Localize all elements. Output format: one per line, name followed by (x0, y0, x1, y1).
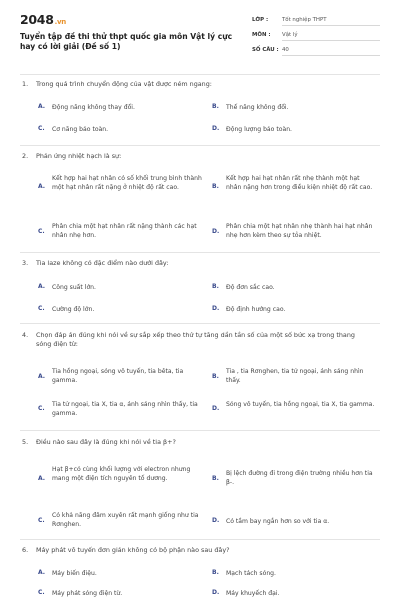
divider (20, 74, 380, 75)
option-letter: B. (212, 103, 219, 110)
divider (282, 40, 380, 41)
option-text: Máy khuyếch đại. (226, 590, 280, 597)
question-text: Trong quá trình chuyển động của vật được ném ngang: (36, 80, 212, 88)
option-letter: B. (212, 475, 219, 482)
option-letter: C. (38, 125, 45, 132)
option-text: Máy biến điệu. (52, 570, 97, 577)
option-text: Động năng không thay đổi. (52, 104, 135, 111)
logo-text: 2048 (20, 12, 54, 27)
option-letter: A. (38, 373, 46, 380)
option-letter: C. (38, 589, 45, 596)
option-text: Độ định hướng cao. (226, 306, 286, 313)
divider (20, 430, 380, 431)
option-text: Độ đơn sắc cao. (226, 284, 275, 291)
option-letter: D. (212, 228, 220, 235)
option-text: Phân chia một hạt nhân rất nặng thành các hạt nhân nhẹ hơn. (52, 223, 197, 239)
option-letter: D. (212, 405, 220, 412)
question-text: Chọn đáp án đúng khi nói về sự sắp xếp theo thứ tự tăng dần tần số của một số bức xạ trong thang sóng điện từ: (36, 331, 355, 348)
divider (20, 145, 380, 146)
option-text: Thế năng không đổi. (226, 104, 289, 111)
divider (20, 539, 380, 540)
option-letter: D. (212, 589, 220, 596)
option-letter: B. (212, 569, 219, 576)
option-text: Công suất lớn. (52, 284, 96, 291)
divider (20, 252, 380, 253)
question-number: 5. (22, 438, 29, 446)
option-letter: B. (212, 373, 219, 380)
question-number: 4. (22, 331, 29, 339)
option-letter: D. (212, 305, 220, 312)
option-letter: A. (38, 569, 46, 576)
option-text: Động lượng bảo toàn. (226, 126, 292, 133)
divider (282, 25, 380, 26)
option-text: Bị lệch đường đi trong điện trường nhiều hơn tia β-. (226, 470, 373, 486)
option-letter: A. (38, 283, 46, 290)
option-letter: B. (212, 183, 219, 190)
logo[interactable] (20, 12, 66, 27)
option-letter: C. (38, 517, 45, 524)
option-letter: C. (38, 305, 45, 312)
meta-label: SỐ CÂU : (252, 47, 279, 53)
option-letter: A. (38, 475, 46, 482)
option-letter: C. (38, 228, 45, 235)
question-text: Tia laze không có đặc điểm nào dưới đây: (36, 259, 169, 267)
question-text: Điều nào sau đây là đúng khi nói về tia β+? (36, 438, 176, 446)
meta-value: 40 (282, 47, 289, 53)
question-number: 2. (22, 152, 29, 160)
option-text: Tia , tia Rơnghen, tia tử ngoại, ánh sáng nhìn thấy. (226, 368, 364, 384)
option-letter: C. (38, 405, 45, 412)
question-number: 3. (22, 259, 29, 267)
option-text: Kết hợp hai hạt nhân có số khối trung bình thành một hạt nhân rất nặng ở nhiệt độ rất cao. (52, 175, 202, 191)
option-letter: D. (212, 517, 220, 524)
option-text: Có tầm bay ngắn hơn so với tia α. (226, 518, 330, 525)
document-title: Tuyển tập đề thi thử thpt quốc gia môn Vật lý cực hay có lời giải (Đề số 1) (20, 32, 233, 51)
divider (282, 55, 380, 56)
meta-value: Vật lý (282, 32, 298, 38)
question-text: Phản ứng nhiệt hạch là sự: (36, 152, 122, 160)
option-letter: D. (212, 125, 220, 132)
option-text: Mạch tách sóng. (226, 570, 276, 577)
option-text: Tia hồng ngoại, sóng vô tuyến, tia bêta, tia gamma. (52, 368, 184, 384)
question-text: Máy phát vô tuyến đơn giản không có bộ phận nào sau đây? (36, 546, 230, 554)
option-letter: A. (38, 183, 46, 190)
question-number: 1. (22, 80, 29, 88)
meta-label: LỚP : (252, 17, 269, 23)
option-text: Cơ năng bảo toàn. (52, 126, 109, 133)
divider (20, 323, 380, 324)
logo-suffix: .vn (54, 18, 66, 26)
option-text: Phân chia một hạt nhân nhẹ thành hai hạt nhân nhẹ hơn kèm theo sự tỏa nhiệt. (226, 223, 373, 239)
option-text: Sóng vô tuyến, tia hồng ngoại, tia X, tia gamma. (226, 401, 375, 408)
question-number: 6. (22, 546, 29, 554)
option-text: Tia tử ngoại, tia X, tia α, ánh sáng nhìn thấy, tia gamma. (52, 401, 198, 417)
option-text: Có khả năng đâm xuyên rất mạnh giống như tia Rơnghen. (52, 512, 199, 528)
option-letter: B. (212, 283, 219, 290)
meta-value: Tốt nghiệp THPT (282, 17, 327, 23)
header (0, 0, 400, 78)
option-text: Cường độ lớn. (52, 306, 95, 313)
option-text: Hạt β+có cùng khối lượng với electron nhưng mang một điện tích nguyên tố dương. (52, 466, 191, 482)
meta-label: MÔN : (252, 32, 271, 38)
option-text: Máy phát sóng điện từ. (52, 590, 123, 597)
option-text: Kết hợp hai hạt nhân rất nhẹ thành một hạt nhân nặng hơn trong điều kiện nhiệt độ rất cao. (226, 175, 373, 191)
option-letter: A. (38, 103, 46, 110)
